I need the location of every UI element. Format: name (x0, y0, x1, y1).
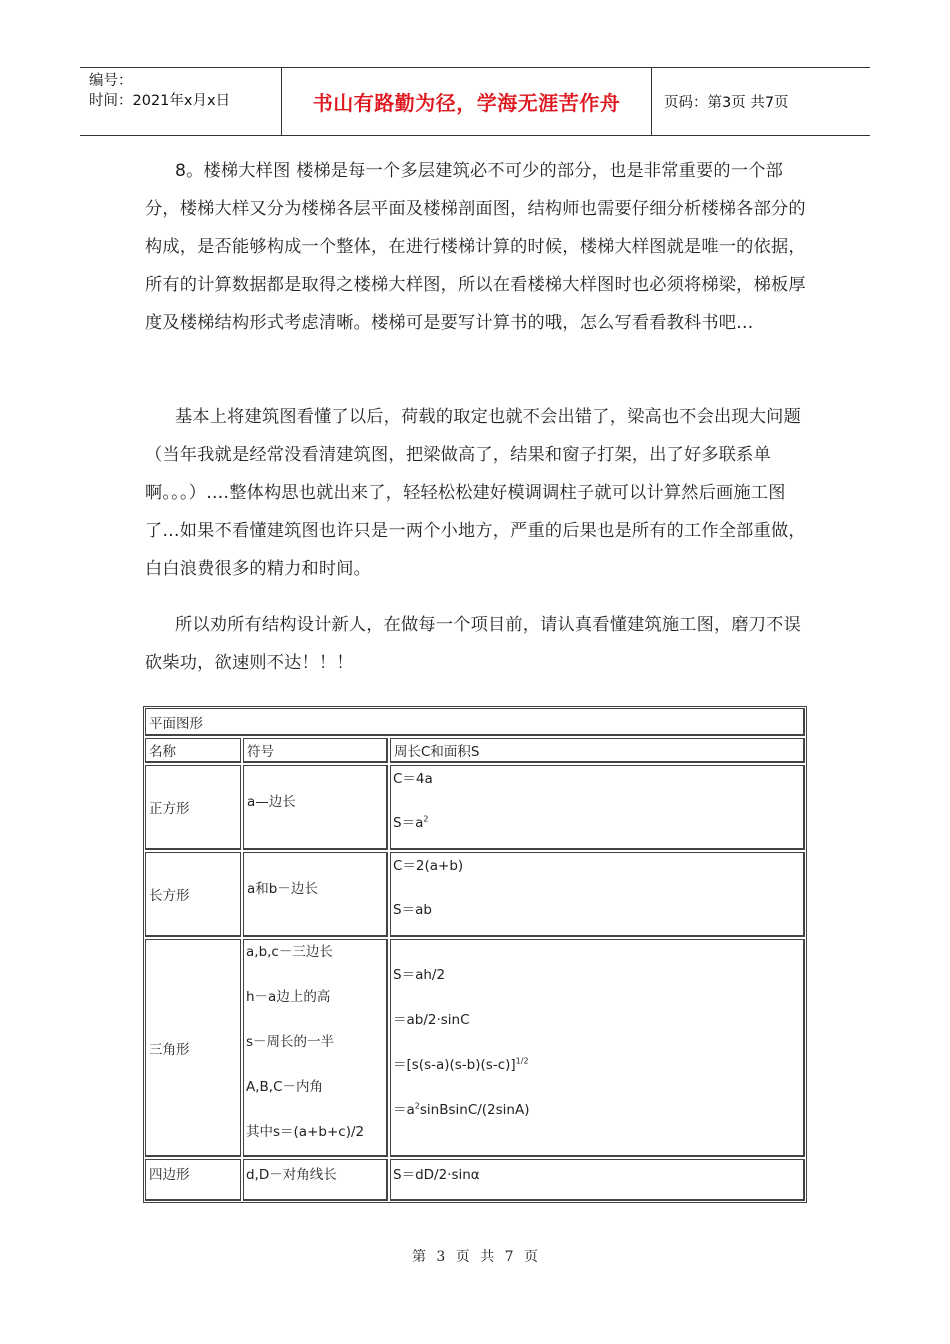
table-row-rectangle-name: 长方形 (145, 852, 241, 937)
triangle-area-formula-heron: $=[s(s-a)(s-b)(s-c)]^{1/2}$ (393, 1056, 529, 1073)
triangle-area-formula-base: S＝ah/2 (393, 967, 446, 983)
table-row-rectangle-formulas (390, 852, 805, 937)
table-row-square-name: 正方形 (145, 765, 241, 850)
rectangle-perimeter-formula: C＝2(a+b) (393, 858, 464, 874)
table-row-quadrilateral-symbol: d,D－对角线长 (243, 1159, 388, 1201)
table-row-triangle-symbols (243, 939, 388, 1157)
paragraph-advice: 所以劝所有结构设计新人，在做每一个项目前，请认真看懂建筑施工图，磨刀不误砍柴功，欲速则不达！！！ (145, 615, 801, 673)
square-area-formula: $S=a^2$ (393, 814, 429, 831)
triangle-symbol-semiperimeter-definition: 其中s＝(a+b+c)/2 (246, 1124, 365, 1140)
paragraph-architectural-drawings: 基本上将建筑图看懂了以后，荷载的取定也就不会出错了，梁高也不会出现大问题（当年我就是经常没看清建筑图，把梁做高了，结果和窗子打架，出了好多联系单啊。。。）….整体构思也就出来了，轻轻松松建好模调调柱子就可以计算然后画施工图了…如果不看懂建筑图也许只是一两个小地方，严重的后果也是所有的工作全部重做，白白浪费很多的精力和时间。 (145, 407, 806, 579)
table-row-quadrilateral-formula: S＝dD/2·sinα (390, 1159, 805, 1201)
triangle-symbol-sides: a,b,c－三边长 (246, 944, 333, 960)
paragraph-stair-details: 8。楼梯大样图 楼梯是每一个多层建筑必不可少的部分，也是非常重要的一个部分，楼梯大样又分为楼梯各层平面及楼梯剖面图，结构师也需要仔细分析楼梯各部分的构成，是否能够构成一个整体，在进行楼梯计算的时候，楼梯大样图就是唯一的依据，所有的计算数据都是取得之楼梯大样图，所以在看楼梯大样图时也必须将梯梁，梯板厚度及楼梯结构形式考虑清晰。楼梯可是要写计算书的哦，怎么写看看教科书吧… (145, 161, 806, 333)
triangle-symbol-semiperimeter: s－周长的一半 (246, 1034, 335, 1050)
square-perimeter-formula: C＝4a (393, 771, 433, 787)
header-motto: 书山有路勤为径，学海无涯苦作舟 (282, 68, 652, 135)
triangle-symbol-angles: A,B,C－内角 (246, 1079, 324, 1095)
table-row-triangle-formulas (390, 939, 805, 1157)
table-row-quadrilateral-name: 四边形 (145, 1159, 241, 1201)
triangle-symbol-height: h－a边上的高 (246, 989, 331, 1005)
table-row-square-formulas (390, 765, 805, 850)
table-title: 平面图形 (145, 708, 805, 736)
table-row-square-symbol: a—边长 (243, 765, 388, 850)
column-header-symbol: 符号 (243, 738, 388, 763)
triangle-area-formula-sine: ＝ab/2·sinC (393, 1012, 470, 1028)
plane-figures-table (143, 706, 807, 1203)
table-row-rectangle-symbol: a和b－边长 (243, 852, 388, 937)
document-number-label: 编号： (89, 73, 133, 89)
page-header (80, 67, 870, 136)
triangle-area-formula-angles: $=a^2sinBsinC/(2\sin A)$ (393, 1101, 530, 1118)
column-header-formula: 周长C和面积S (390, 738, 805, 763)
header-info-cell (80, 68, 282, 135)
page-footer: 第 3 页 共 7 页 (411, 1249, 539, 1265)
column-header-name: 名称 (145, 738, 241, 763)
header-page-number: 页码：第3页 共7页 (664, 95, 789, 111)
rectangle-area-formula: S＝ab (393, 902, 432, 918)
table-row-triangle-name: 三角形 (145, 939, 241, 1157)
document-date-label: 时间：2021年x月x日 (89, 93, 231, 109)
